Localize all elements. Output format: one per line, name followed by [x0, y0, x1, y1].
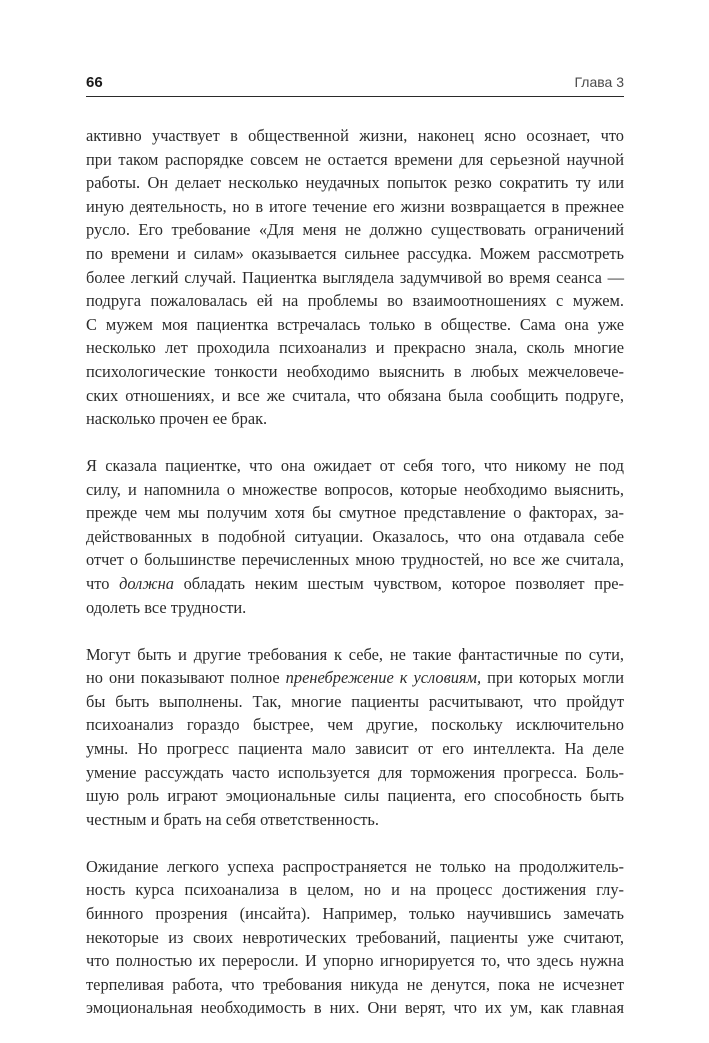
chapter-label: Глава 3 [574, 74, 624, 90]
text-run: при таком распорядке совсем не остается времени для серьезной научной [86, 149, 624, 169]
running-header [86, 70, 624, 96]
text-line [86, 336, 624, 360]
italic-phrase: пренебрежение к условиям, [285, 668, 482, 688]
text-line [86, 171, 624, 195]
text-run: работы. Он делает несколько неудачных попыток резко сократить ту или [86, 173, 624, 193]
text-line [86, 548, 624, 572]
text-run: бинного прозрения (инсайта). Например, только научившись замечать [86, 903, 624, 923]
paragraph [86, 454, 624, 619]
text-line [86, 926, 624, 950]
header-rule [86, 96, 624, 97]
text-line [86, 384, 624, 408]
text-line [86, 525, 624, 549]
text-line [86, 242, 624, 266]
text-run: при которых могли [481, 668, 624, 688]
text-line [86, 289, 624, 313]
text-run: С мужем моя пациентка встречалась только в обществе. Сама она уже [86, 314, 624, 334]
text-line [86, 596, 624, 620]
text-line [86, 266, 624, 290]
text-line [86, 666, 624, 690]
text-run: отчет о большинстве перечисленных мною трудностей, но все же считала, [86, 550, 624, 570]
text-line [86, 996, 624, 1020]
text-run: психоанализ гораздо быстрее, чем другие, поскольку исключительно [86, 715, 624, 735]
text-run: что полностью их переросли. И упорно игнорируется то, что здесь нужна [86, 951, 624, 971]
paragraph [86, 643, 624, 832]
text-line [86, 737, 624, 761]
text-run: более легкий случай. Пациентка выглядела задумчивой во время сеанса — [86, 267, 624, 287]
text-run: ность курса психоанализа в целом, но и на процесс достижения глу- [86, 880, 624, 900]
text-line [86, 478, 624, 502]
page-number: 66 [86, 74, 103, 91]
text-run: прежде чем мы получим хотя бы смутное представление о факторах, за- [86, 503, 624, 523]
text-run: некоторые из своих невротических требований, пациенты уже считают, [86, 927, 624, 947]
text-line [86, 713, 624, 737]
text-line [86, 690, 624, 714]
paragraph [86, 124, 624, 431]
text-run: обладать неким шестым чувством, которое позволяет пре- [173, 574, 624, 594]
text-line [86, 784, 624, 808]
text-run: подруга пожаловалась ей на проблемы во взаимоотношениях с мужем. [86, 291, 624, 311]
text-run: ских отношениях, и все же считала, что обязана была сообщить подруге, [86, 385, 624, 405]
text-run: умны. Но прогресс пациента мало зависит от его интеллекта. На деле [86, 739, 624, 759]
text-run: что [86, 574, 120, 594]
text-run: но они показывают полное [86, 668, 286, 688]
text-run: честным и брать на себя ответственность. [86, 809, 380, 829]
text-line [86, 973, 624, 997]
text-run: Могут быть и другие требования к себе, не такие фантастичные по сути, [86, 644, 624, 664]
text-run: одолеть все трудности. [86, 597, 247, 617]
text-line [86, 148, 624, 172]
text-run: умение рассуждать часто используется для торможения прогресса. Боль- [86, 762, 624, 782]
text-run: Я сказала пациентке, что она ожидает от себя того, что никому не под [86, 456, 624, 476]
text-line [86, 360, 624, 384]
body-text [86, 124, 624, 1043]
text-run: шую роль играют эмоциональные силы пациента, его способность быть [86, 786, 624, 806]
text-line [86, 643, 624, 667]
text-line [86, 313, 624, 337]
text-line [86, 454, 624, 478]
text-line [86, 407, 624, 431]
text-run: эмоциональная необходимость в них. Они верят, что их ум, как главная [86, 998, 624, 1018]
text-line [86, 855, 624, 879]
text-line [86, 124, 624, 148]
text-line [86, 195, 624, 219]
text-run: действованных в подобной ситуации. Оказалось, что она отдавала себе [86, 526, 624, 546]
text-run: психологические тонкости необходимо выяснить в любых межчеловече- [86, 361, 624, 381]
text-run: бы быть выполнены. Так, многие пациенты расчитывают, что пройдут [86, 691, 624, 711]
text-run: насколько прочен ее брак. [86, 409, 268, 429]
text-run: силу, и напомнила о множестве вопросов, которые необходимо выяснить, [86, 479, 624, 499]
text-run: русло. Его требование «Для меня не должно существовать ограничений [86, 220, 624, 240]
text-line [86, 902, 624, 926]
text-line [86, 572, 624, 596]
italic-phrase: должна [119, 574, 174, 594]
text-line [86, 808, 624, 832]
text-line [86, 761, 624, 785]
text-line [86, 878, 624, 902]
text-line [86, 218, 624, 242]
paragraph [86, 855, 624, 1020]
text-run: терпеливая работа, что требования никуда не денутся, пока не исчезнет [86, 974, 624, 994]
text-run: иную деятельность, но в итоге течение его жизни возвращается в прежнее [86, 196, 624, 216]
text-run: несколько лет проходила психоанализ и прекрасно знала, сколь многие [86, 338, 624, 358]
text-run: по времени и силам» оказывается сильнее рассудка. Можем рассмотреть [86, 243, 624, 263]
text-line [86, 501, 624, 525]
text-run: Ожидание легкого успеха распространяется не только на продолжитель- [86, 856, 624, 876]
text-line [86, 949, 624, 973]
text-run: активно участвует в общественной жизни, наконец ясно осознает, что [86, 126, 624, 145]
